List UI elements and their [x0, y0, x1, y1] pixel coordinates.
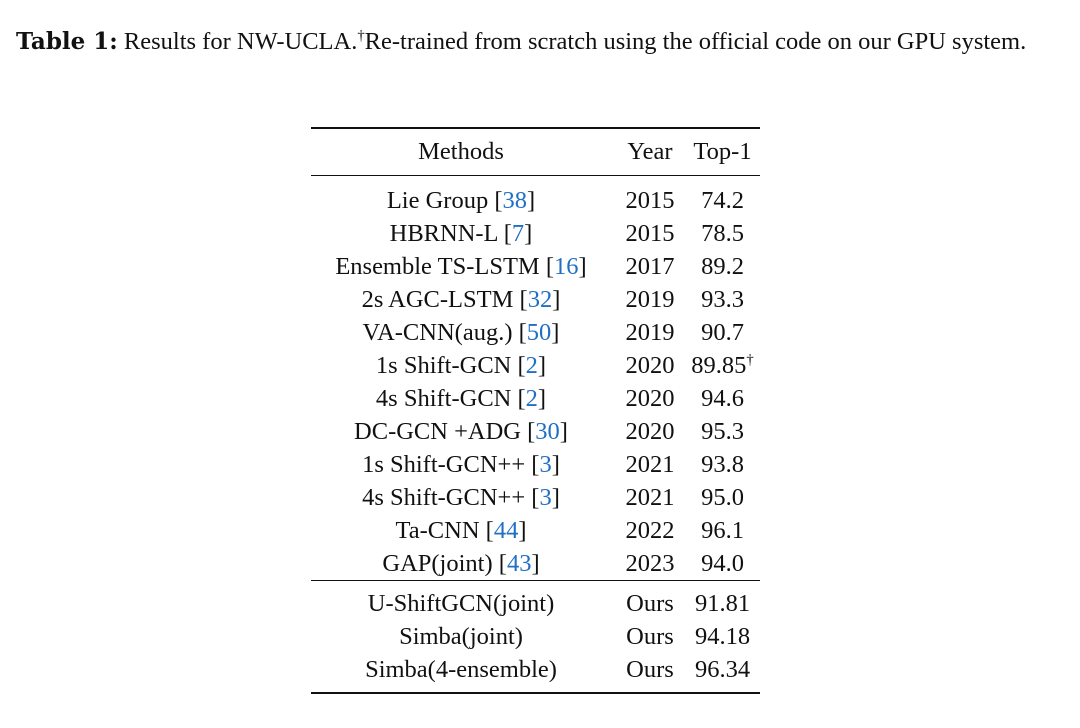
table-row	[311, 415, 760, 448]
method-name: Ta-CNN	[395, 517, 480, 544]
table-row	[311, 283, 760, 316]
method-cell: GAP(joint) [43]	[382, 550, 540, 577]
caption-note: Re-trained from scratch using the official code on our GPU system.	[364, 28, 1027, 55]
dagger-mark: †	[746, 351, 754, 368]
year-cell	[611, 250, 685, 283]
top1-value: 93.8	[701, 451, 744, 478]
top1-value: 96.34	[694, 656, 751, 683]
method-name: GAP(joint)	[382, 550, 493, 577]
top1-value: 94.6	[701, 385, 744, 412]
caption-label: Table 1:	[16, 28, 118, 55]
year-cell	[611, 349, 685, 382]
table-row	[311, 581, 760, 621]
citation-link[interactable]: 30	[535, 418, 560, 445]
top1-cell	[685, 349, 760, 382]
table-row	[311, 316, 760, 349]
year-value: 2020	[625, 385, 675, 412]
top1-cell	[685, 581, 760, 621]
top1-cell	[685, 448, 760, 481]
method-cell: Lie Group [38]	[386, 187, 536, 214]
top1-cell	[685, 620, 760, 653]
citation-link[interactable]: 32	[527, 286, 553, 313]
top1-value: 78.5	[701, 220, 744, 247]
method-cell	[311, 653, 611, 693]
table-row	[311, 176, 760, 218]
citation-link[interactable]: 38	[502, 187, 527, 214]
method-cell: 1s Shift-GCN [2]	[375, 352, 547, 379]
year-value: 2023	[625, 550, 675, 577]
our-methods-body	[311, 581, 760, 694]
year-cell	[611, 514, 685, 547]
results-table	[311, 127, 760, 694]
year-value: 2015	[625, 187, 675, 214]
top1-value: 89.85	[691, 352, 747, 379]
top1-cell	[685, 316, 760, 349]
year-cell	[611, 653, 685, 693]
year-cell	[611, 382, 685, 415]
year-value: 2019	[625, 286, 675, 313]
top1-value: 90.7	[701, 319, 744, 346]
year-cell	[611, 283, 685, 316]
top1-value: 94.18	[694, 623, 751, 650]
year-value: Ours	[626, 590, 674, 617]
top1-cell	[685, 415, 760, 448]
top1-value: 95.3	[701, 418, 744, 445]
table-row	[311, 448, 760, 481]
year-value: 2021	[625, 451, 675, 478]
year-cell	[611, 581, 685, 621]
results-table-container	[311, 127, 760, 694]
method-name: 1s Shift-GCN++	[362, 451, 526, 478]
citation-link[interactable]: 7	[511, 220, 525, 247]
citation-link[interactable]: 3	[539, 451, 552, 478]
year-value: 2015	[625, 220, 675, 247]
method-name: VA-CNN(aug.)	[362, 319, 513, 346]
year-cell	[611, 217, 685, 250]
method-name: Lie Group	[386, 187, 489, 214]
year-cell	[611, 176, 685, 218]
method-name: U-ShiftGCN(joint)	[367, 590, 555, 617]
year-value: 2017	[625, 253, 675, 280]
citation-link[interactable]: 2	[525, 352, 538, 379]
method-cell: HBRNN-L [7]	[389, 220, 533, 247]
method-cell: 4s Shift-GCN [2]	[375, 385, 547, 412]
year-cell	[611, 620, 685, 653]
year-value: 2020	[625, 352, 675, 379]
method-name: DC-GCN +ADG	[354, 418, 521, 445]
top1-value: 89.2	[701, 253, 744, 280]
year-value: Ours	[626, 623, 674, 650]
table-row	[311, 653, 760, 693]
method-name: 4s Shift-GCN	[375, 385, 512, 412]
table-caption	[16, 24, 1061, 59]
table-row	[311, 514, 760, 547]
method-cell: Ensemble TS-LSTM [16]	[335, 253, 587, 280]
year-cell	[611, 547, 685, 581]
year-value: 2020	[625, 418, 675, 445]
top1-cell	[685, 217, 760, 250]
year-value: 2019	[625, 319, 675, 346]
method-name: 1s Shift-GCN	[375, 352, 512, 379]
method-name: Ensemble TS-LSTM	[335, 253, 540, 280]
year-cell	[611, 316, 685, 349]
method-cell: 1s Shift-GCN++ [3]	[362, 451, 560, 478]
top1-cell	[685, 176, 760, 218]
table-row	[311, 547, 760, 581]
top1-cell	[685, 514, 760, 547]
top1-value: 74.2	[701, 187, 744, 214]
year-value: 2022	[625, 517, 675, 544]
method-cell: 2s AGC-LSTM [32]	[361, 286, 561, 313]
caption-dagger: †	[357, 27, 365, 44]
method-cell: VA-CNN(aug.) [50]	[362, 319, 560, 346]
header-methods: Methods	[418, 138, 504, 165]
prior-methods-body	[311, 176, 760, 581]
top1-cell	[685, 382, 760, 415]
method-name: 4s Shift-GCN++	[362, 484, 526, 511]
top1-value: 91.81	[694, 590, 751, 617]
method-cell: Ta-CNN [44]	[395, 517, 527, 544]
year-cell	[611, 448, 685, 481]
top1-cell	[685, 283, 760, 316]
table-row	[311, 481, 760, 514]
year-value: Ours	[626, 656, 674, 683]
method-cell	[311, 581, 611, 621]
caption-text: Results for NW-UCLA.	[117, 28, 358, 55]
method-name: 2s AGC-LSTM	[361, 286, 514, 313]
table-row	[311, 217, 760, 250]
top1-value: 94.0	[701, 550, 744, 577]
method-cell	[311, 620, 611, 653]
method-name: Simba(4-ensemble)	[365, 656, 557, 683]
citation-link[interactable]: 2	[525, 385, 538, 412]
header-year: Year	[627, 138, 673, 165]
top1-cell	[685, 481, 760, 514]
citation-link[interactable]: 3	[539, 484, 552, 511]
table-row	[311, 250, 760, 283]
top1-value: 95.0	[701, 484, 744, 511]
top1-value: 93.3	[701, 286, 744, 313]
method-name: HBRNN-L	[389, 220, 498, 247]
method-cell: 4s Shift-GCN++ [3]	[362, 484, 560, 511]
year-value: 2021	[625, 484, 675, 511]
year-cell	[611, 481, 685, 514]
top1-value: 96.1	[701, 517, 744, 544]
table-header	[311, 128, 760, 176]
method-name: Simba(joint)	[399, 623, 523, 650]
table-row	[311, 349, 760, 382]
citation-link[interactable]: 50	[526, 319, 552, 346]
top1-cell	[685, 250, 760, 283]
header-top1: Top-1	[693, 138, 752, 165]
top1-cell	[685, 547, 760, 581]
citation-link[interactable]: 44	[493, 517, 519, 544]
citation-link[interactable]: 16	[554, 253, 579, 280]
table-row	[311, 620, 760, 653]
top1-cell	[685, 653, 760, 693]
method-cell: DC-GCN +ADG [30]	[354, 418, 568, 445]
header-row	[311, 128, 760, 176]
table-row	[311, 382, 760, 415]
citation-link[interactable]: 43	[506, 550, 532, 577]
year-cell	[611, 415, 685, 448]
